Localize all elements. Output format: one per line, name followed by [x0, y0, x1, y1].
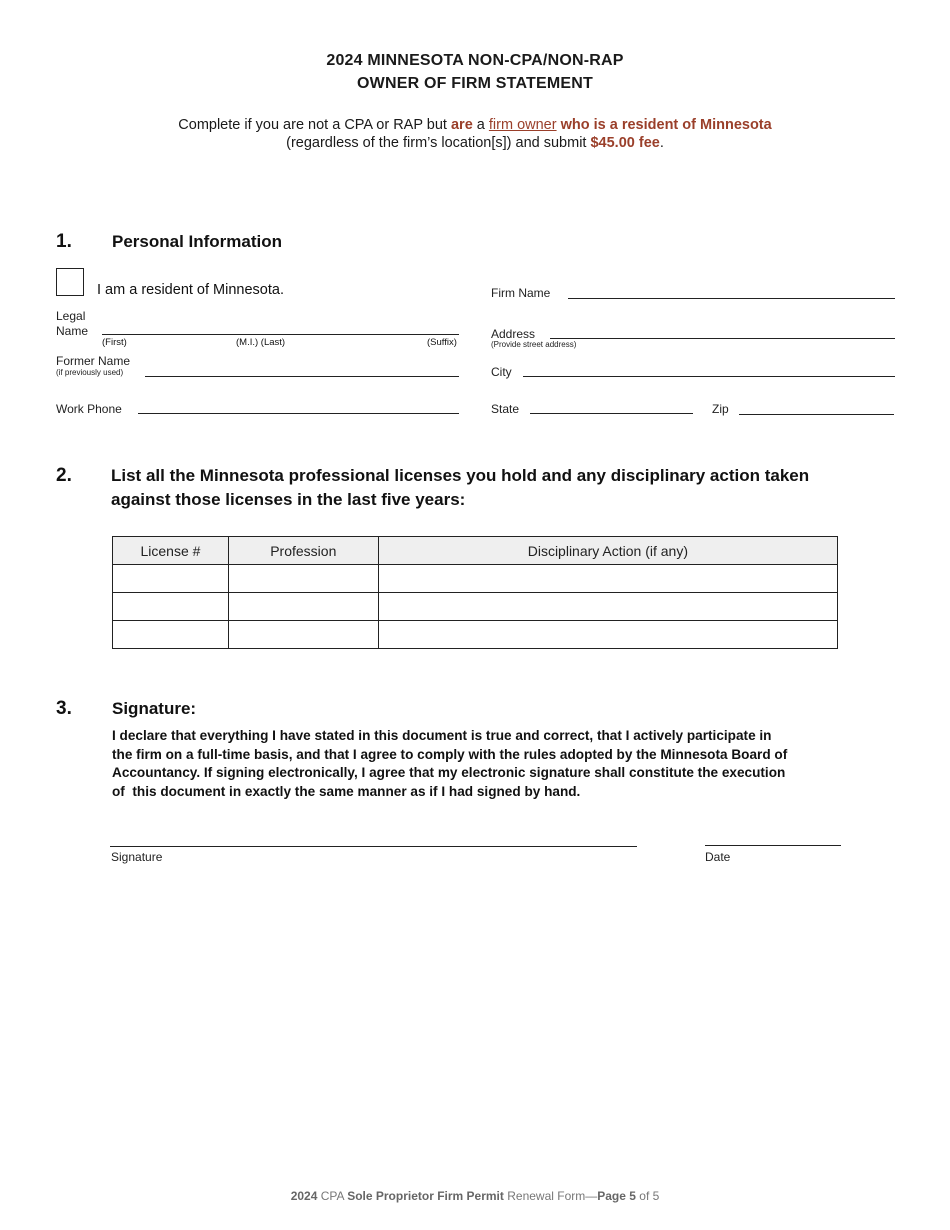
date-label: Date: [705, 850, 731, 864]
fee-amount: $45.00 fee: [590, 135, 660, 151]
profession-cell[interactable]: [228, 593, 378, 621]
former-name-hint: (if previously used): [56, 368, 124, 377]
column-header-profession: Profession: [228, 537, 378, 565]
firm-owner-link[interactable]: firm owner: [488, 117, 557, 133]
legal-name-label-2: Name: [56, 324, 89, 338]
disciplinary-action-cell[interactable]: [378, 565, 837, 593]
firm-name-label: Firm Name: [491, 286, 551, 300]
section-2-title-line-1: List all the Minnesota professional licenses you hold and any disciplinary action taken: [111, 466, 810, 485]
licenses-table: [112, 536, 838, 649]
table-row: [113, 621, 838, 649]
disciplinary-action-cell[interactable]: [378, 593, 837, 621]
zip-label: Zip: [712, 402, 729, 416]
profession-cell[interactable]: [228, 621, 378, 649]
address-field[interactable]: [550, 338, 895, 339]
date-field[interactable]: [705, 845, 841, 846]
form-title-line-1: 2024 MINNESOTA NON-CPA/NON-RAP: [326, 52, 624, 69]
section-2-title-line-2: against those licenses in the last five years:: [111, 490, 466, 509]
zip-field[interactable]: [739, 414, 894, 415]
license-cell[interactable]: [113, 621, 229, 649]
work-phone-label: Work Phone: [56, 402, 122, 416]
page-footer: 2024 CPA Sole Proprietor Firm Permit Renewal Form—Page 5 of 5: [290, 1189, 660, 1203]
profession-cell[interactable]: [228, 565, 378, 593]
address-hint: (Provide street address): [491, 340, 577, 349]
mi-last-hint: (M.I.) (Last): [236, 337, 286, 348]
legal-name-field[interactable]: [102, 334, 459, 335]
disciplinary-action-cell[interactable]: [378, 621, 837, 649]
suffix-hint: (Suffix): [427, 337, 457, 348]
column-header-disciplinary-action: Disciplinary Action (if any): [378, 537, 837, 565]
intro-line-1: Complete if you are not a CPA or RAP but are a firm owner who is a resident of Minnesota: [178, 117, 772, 133]
city-label: City: [491, 365, 512, 379]
signature-field[interactable]: [110, 846, 637, 847]
section-2-number: 2.: [56, 465, 72, 486]
license-cell[interactable]: [113, 565, 229, 593]
city-field[interactable]: [523, 376, 895, 377]
table-header-row: [113, 537, 838, 565]
state-label: State: [491, 402, 520, 416]
firm-name-field[interactable]: [568, 298, 895, 299]
section-3-number: 3.: [56, 698, 72, 719]
resident-checkbox-label: I am a resident of Minnesota.: [97, 282, 284, 298]
work-phone-field[interactable]: [138, 413, 459, 414]
section-1-number: 1.: [56, 231, 72, 252]
form-title-line-2: OWNER OF FIRM STATEMENT: [357, 75, 593, 92]
signature-label: Signature: [111, 850, 163, 864]
license-cell[interactable]: [113, 593, 229, 621]
former-name-field[interactable]: [145, 376, 459, 377]
address-label: Address: [491, 327, 536, 341]
column-header-license: License #: [113, 537, 229, 565]
state-field[interactable]: [530, 413, 693, 414]
table-row: [113, 565, 838, 593]
declaration-text: I declare that everything I have stated in this document is true and correct, that I actively participate in the firm on a full-time basis, and that I agree to comply with the rules adopted by the Minnesota Board of Accountancy. If signing electronically, I agree that my electronic signature shall constitute the execution of this document in exactly the same manner as if I had signed by hand.: [112, 728, 788, 800]
first-name-hint: (First): [102, 337, 127, 348]
intro-line-2: (regardless of the firm’s location[s]) and submit $45.00 fee.: [286, 135, 664, 151]
legal-name-label-1: Legal: [56, 309, 86, 323]
section-1-title: Personal Information: [112, 232, 283, 251]
resident-checkbox[interactable]: [56, 268, 84, 296]
section-3-title: Signature:: [112, 699, 197, 718]
table-row: [113, 593, 838, 621]
former-name-label: Former Name: [56, 354, 131, 368]
page-number: Page 5: [597, 1189, 636, 1203]
